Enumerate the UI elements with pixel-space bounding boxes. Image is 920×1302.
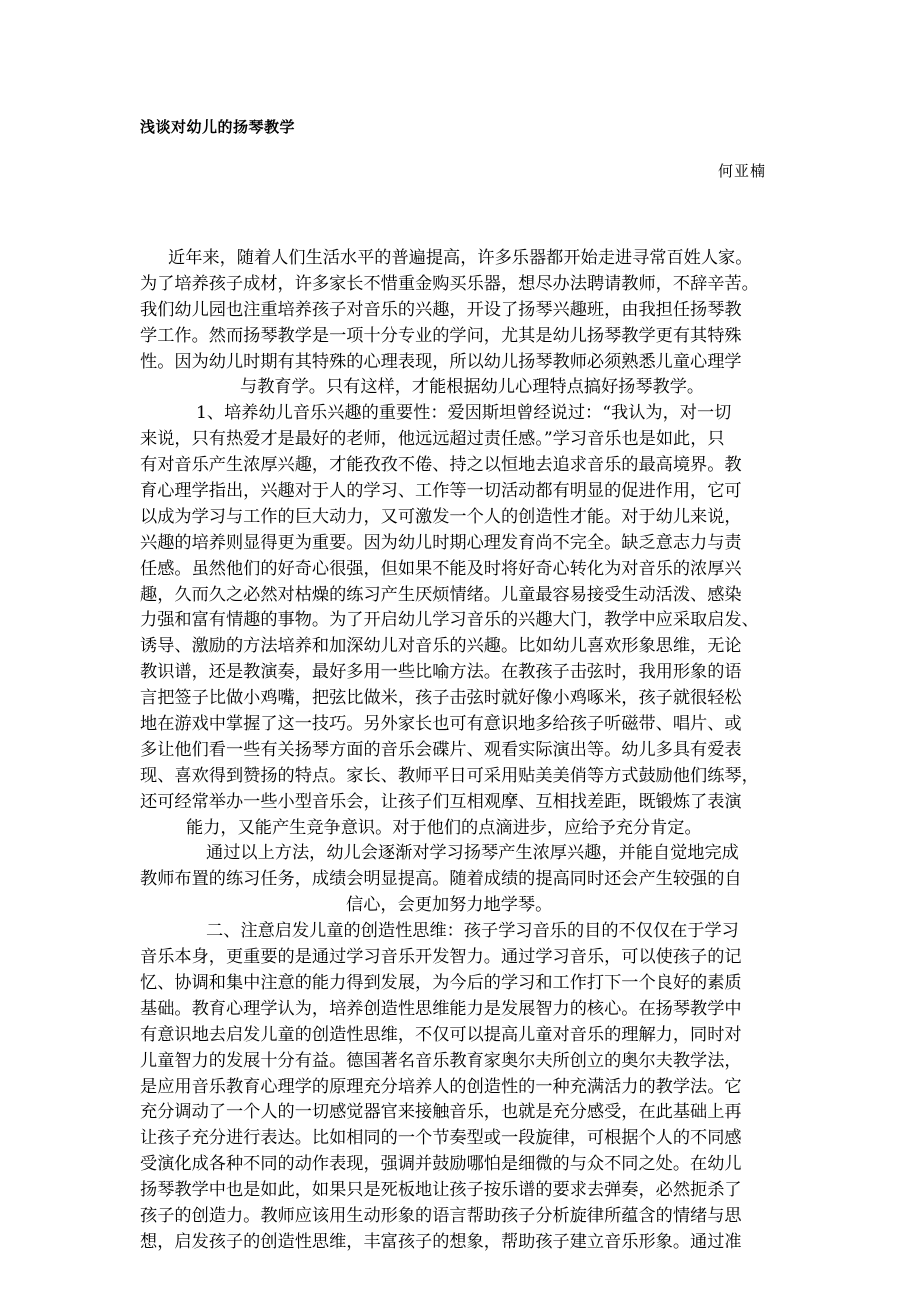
- document-title: 浅谈对幼儿的扬琴教学: [140, 118, 296, 136]
- text-line: 兴趣的培养则显得更为重要。因为幼儿时期心理发育尚不完全。缺乏意志力与责: [140, 532, 742, 553]
- text-line: 言把签子比做小鸡嘴，把弦比做米，孩子击弦时就好像小鸡啄米，孩子就很轻松: [140, 688, 742, 709]
- text-line: 与教育学。只有这样，才能根据幼儿心理特点搞好扬琴教学。: [240, 377, 705, 398]
- text-line: 学工作。然而扬琴教学是一项十分专业的学问，尤其是幼儿扬琴教学更有其特殊: [140, 325, 742, 346]
- text-line: 是应用音乐教育心理学的原理充分培养人的创造性的一种充满活力的教学法。它: [140, 1076, 742, 1097]
- section-heading-line: 二、注意启发儿童的创造性思维：孩子学习音乐的目的不仅仅在于学习: [206, 921, 739, 942]
- text-line: 有对音乐产生浓厚兴趣，才能孜孜不倦、持之以恒地去追求音乐的最高境界。教: [140, 455, 742, 476]
- text-line: 忆、协调和集中注意的能力得到发展，为今后的学习和工作打下一个良好的素质: [140, 972, 742, 993]
- text-line: 孩子的创造力。教师应该用生动形象的语言帮助孩子分析旋律所蕴含的情绪与思: [140, 1205, 742, 1226]
- text-line: 我们幼儿园也注重培养孩子对音乐的兴趣，开设了扬琴兴趣班，由我担任扬琴教: [140, 299, 742, 320]
- text-line: 音乐本身，更重要的是通过学习音乐开发智力。通过学习音乐，可以使孩子的记: [140, 947, 742, 968]
- text-line: 还可经常举办一些小型音乐会，让孩子们互相观摩、互相找差距，既锻炼了表演: [140, 791, 742, 812]
- text-line: 任感。虽然他们的好奇心很强，但如果不能及时将好奇心转化为对音乐的浓厚兴: [140, 558, 742, 579]
- text-line: 基础。教育心理学认为，培养创造性思维能力是发展智力的核心。在扬琴教学中: [140, 998, 742, 1019]
- text-line: 通过以上方法，幼儿会逐渐对学习扬琴产生浓厚兴趣，并能自觉地完成: [206, 843, 739, 864]
- text-line: 想，启发孩子的创造性思维，丰富孩子的想象，帮助孩子建立音乐形象。通过准: [140, 1231, 742, 1252]
- text-line: 力强和富有情趣的事物。为了开启幼儿学习音乐的兴趣大门，教学中应采取启发、: [140, 610, 759, 631]
- text-line: 地在游戏中掌握了这一技巧。另外家长也可有意识地多给孩子听磁带、唱片、或: [140, 714, 742, 735]
- text-line: 为了培养孩子成材，许多家长不惜重金购买乐器，想尽办法聘请教师，不辞辛苦。: [140, 273, 759, 294]
- text-line: 有意识地去启发儿童的创造性思维，不仅可以提高儿童对音乐的理解力，同时对: [140, 1024, 742, 1045]
- text-line: 现、喜欢得到赞扬的特点。家长、教师平日可采用贴美美俏等方式鼓励他们练琴，: [140, 765, 759, 786]
- text-line: 教识谱，还是教演奏，最好多用一些比喻方法。在教孩子击弦时，我用形象的语: [140, 662, 742, 683]
- text-line: 多让他们看一些有关扬琴方面的音乐会碟片、观看实际演出等。幼儿多具有爱表: [140, 739, 742, 760]
- text-line: 以成为学习与工作的巨大动力，又可激发一个人的创造性才能。对于幼儿来说，: [140, 506, 742, 527]
- text-line: 诱导、激励的方法培养和加深幼儿对音乐的兴趣。比如幼儿喜欢形象思维，无论: [140, 636, 742, 657]
- text-line: 受演化成各种不同的动作表现，强调并鼓励哪怕是细微的与众不同之处。在幼儿: [140, 1154, 742, 1175]
- text-line: 来说，只有热爱才是最好的老师，他远远超过责任感。”学习音乐也是如此，只: [140, 429, 725, 450]
- text-line: 育心理学指出，兴趣对于人的学习、工作等一切活动都有明显的促进作用，它可: [140, 481, 742, 502]
- text-line: 信心，会更加努力地学琴。: [346, 895, 553, 916]
- text-line: 近年来，随着人们生活水平的普遍提高，许多乐器都开始走进寻常百姓人家。: [168, 248, 753, 268]
- text-line: 儿童智力的发展十分有益。德国著名音乐教育家奥尔夫所创立的奥尔夫教学法，: [140, 1050, 742, 1071]
- author-name: 何亚楠: [718, 162, 767, 180]
- text-line: 教师布置的练习任务，成绩会明显提高。随着成绩的提高同时还会产生较强的自: [140, 869, 742, 890]
- article-body: [140, 246, 782, 1256]
- text-line: 扬琴教学中也是如此，如果只是死板地让孩子按乐谱的要求去弹奏，必然扼杀了: [140, 1180, 742, 1201]
- text-line: 性。因为幼儿时期有其特殊的心理表现，所以幼儿扬琴教师必须熟悉儿童心理学: [140, 351, 742, 372]
- text-line: 趣，久而久之必然对枯燥的练习产生厌烦情绪。儿童最容易接受生动活泼、感染: [140, 584, 742, 605]
- text-line: 能力，又能产生竞争意识。对于他们的点滴进步，应给予充分肯定。: [186, 817, 702, 838]
- text-line: 充分调动了一个人的一切感觉器官来接触音乐，也就是充分感受，在此基础上再: [140, 1102, 742, 1123]
- section-heading-line: 1、培养幼儿音乐兴趣的重要性：爱因斯坦曾经说过：“我认为，对一切: [196, 403, 732, 424]
- text-line: 让孩子充分进行表达。比如相同的一个节奏型或一段旋律，可根据个人的不同感: [140, 1128, 742, 1149]
